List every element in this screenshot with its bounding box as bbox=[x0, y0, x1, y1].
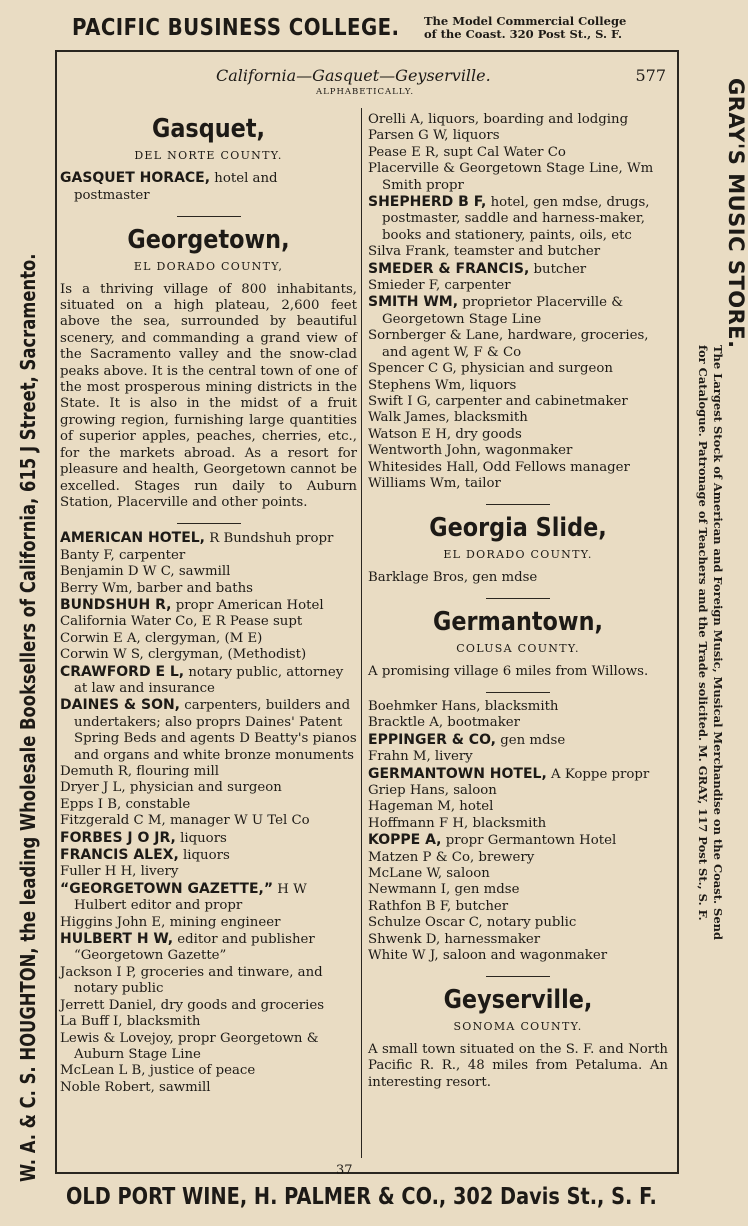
left-margin-ad bbox=[8, 62, 48, 1182]
top-banner-line1: The Model Commercial College bbox=[424, 14, 627, 28]
town-description-geyserville: A small town situated on the S. F. and North Pacific R. R., 48 miles from Petaluma. An interesting resort. bbox=[368, 1041, 668, 1090]
directory-entry bbox=[368, 832, 668, 849]
entry-name: AMERICAN HOTEL, bbox=[60, 530, 205, 547]
directory-entry bbox=[60, 614, 357, 630]
town-heading-georgetown: Georgetown, bbox=[127, 225, 290, 256]
entry-text: Pease E R, supt Cal Water Co bbox=[368, 144, 566, 160]
entry-text: Fuller H H, livery bbox=[60, 864, 179, 880]
left-margin-ad-text: W. A. & C. S. HOUGHTON, the leading Wholesale Booksellers of California, 615 J Street, Sacramento. bbox=[16, 253, 40, 1182]
directory-entry bbox=[368, 915, 668, 931]
entries-georgia-slide bbox=[368, 570, 668, 586]
directory-entry bbox=[368, 128, 668, 144]
directory-entry bbox=[368, 161, 668, 194]
entry-text: Barklage Bros, gen mdse bbox=[368, 569, 538, 585]
entry-text: Corwin W S, clergyman, (Methodist) bbox=[60, 647, 307, 663]
entries-germantown bbox=[368, 699, 668, 965]
entry-name: DAINES & SON, bbox=[60, 697, 181, 714]
entry-text: Rathfon B F, butcher bbox=[368, 898, 509, 914]
entry-text: Stephens Wm, liquors bbox=[368, 377, 517, 393]
entry-text: propr Germantown Hotel bbox=[441, 833, 617, 849]
entry-text: Fitzgerald C M, manager W U Tel Co bbox=[60, 813, 310, 829]
directory-entry bbox=[368, 394, 668, 410]
entry-text: R Bundshuh propr bbox=[205, 531, 334, 547]
right-margin-ad-line1: The Largest Stock of American and Foreign Music, Musical Merchandise on the Coast. Send bbox=[711, 345, 725, 941]
county-label-geyserville: SONOMA COUNTY. bbox=[453, 1020, 583, 1034]
entry-text: gen mdse bbox=[496, 732, 566, 748]
entry-text: Wentworth John, wagonmaker bbox=[368, 443, 573, 459]
entry-text: Smieder F, carpenter bbox=[368, 278, 511, 294]
entry-text: hotel, gen mdse, drugs, postmaster, saddle and harness-maker, books and stationery, paints, oils, etc bbox=[382, 195, 650, 243]
directory-entry bbox=[368, 783, 668, 799]
directory-entry bbox=[60, 965, 357, 998]
directory-entry bbox=[368, 882, 668, 898]
directory-entry bbox=[368, 244, 668, 260]
directory-entry bbox=[60, 797, 357, 813]
directory-entry bbox=[60, 1031, 357, 1064]
directory-entry bbox=[60, 813, 357, 829]
directory-entry bbox=[60, 631, 357, 647]
directory-entry bbox=[368, 112, 668, 128]
entry-text: La Buff I, blacksmith bbox=[60, 1014, 201, 1030]
entry-text: Spencer C G, physician and surgeon bbox=[368, 361, 613, 377]
entry-text: proprietor Placerville & Georgetown Stage Line bbox=[382, 295, 624, 327]
entry-text: Williams Wm, tailor bbox=[368, 475, 501, 491]
entry-text: Hoffmann F H, blacksmith bbox=[368, 815, 547, 831]
directory-entry bbox=[60, 1080, 357, 1096]
directory-entry bbox=[60, 1014, 357, 1030]
entry-text: Berry Wm, barber and baths bbox=[60, 580, 253, 596]
entry-text: Watson E H, dry goods bbox=[368, 426, 522, 442]
directory-entry bbox=[60, 780, 357, 796]
entry-text: Matzen P & Co, brewery bbox=[368, 849, 535, 865]
directory-entry bbox=[368, 715, 668, 731]
entry-text: Parsen G W, liquors bbox=[368, 128, 500, 144]
directory-entry bbox=[368, 899, 668, 915]
entry-text: Jackson I P, groceries and tinware, and notary public bbox=[60, 964, 323, 997]
entry-name: FRANCIS ALEX, bbox=[60, 847, 179, 864]
directory-entry bbox=[60, 564, 357, 580]
directory-entry bbox=[368, 443, 668, 459]
entries-georgetown bbox=[60, 530, 357, 1096]
entry-text: Hageman M, hotel bbox=[368, 799, 494, 815]
entry-text: Jerrett Daniel, dry goods and groceries bbox=[60, 997, 325, 1013]
entry-text: Walk James, blacksmith bbox=[368, 410, 528, 426]
directory-entry bbox=[368, 948, 668, 964]
running-head bbox=[216, 66, 666, 86]
directory-entry bbox=[60, 847, 357, 864]
entry-text: butcher bbox=[529, 261, 587, 277]
directory-entry bbox=[60, 530, 357, 547]
directory-entry bbox=[60, 764, 357, 780]
entry-text: White W J, saloon and wagonmaker bbox=[368, 948, 608, 964]
entry-text: Higgins John E, mining engineer bbox=[60, 914, 281, 930]
entry-text: Schulze Oscar C, notary public bbox=[368, 915, 577, 931]
directory-entry bbox=[60, 170, 357, 204]
entry-text: notary public, attorney at law and insurance bbox=[74, 664, 344, 696]
entry-text: Silva Frank, teamster and butcher bbox=[368, 244, 601, 260]
directory-entry bbox=[60, 548, 357, 564]
directory-entry bbox=[368, 570, 668, 586]
directory-entry bbox=[60, 931, 357, 965]
entry-text: hotel and postmaster bbox=[74, 171, 278, 203]
directory-entry bbox=[60, 915, 357, 931]
entry-text: Dryer J L, physician and surgeon bbox=[60, 780, 282, 796]
directory-entry bbox=[368, 766, 668, 783]
entries-georgetown-continued bbox=[368, 112, 668, 492]
directory-entry bbox=[368, 866, 668, 882]
town-description-germantown: A promising village 6 miles from Willows. bbox=[368, 663, 649, 679]
right-column bbox=[368, 112, 668, 1099]
entry-text: McLane W, saloon bbox=[368, 866, 490, 882]
entry-text: Shwenk D, harnessmaker bbox=[368, 931, 541, 947]
town-heading-germantown: Germantown, bbox=[433, 607, 603, 638]
entry-name: FORBES J O JR, bbox=[60, 829, 176, 846]
directory-entry bbox=[368, 799, 668, 815]
entry-name: BUNDSHUH R, bbox=[60, 596, 172, 613]
entry-name: “GEORGETOWN GAZETTE,” bbox=[60, 880, 274, 897]
entry-text: Boehmker Hans, blacksmith bbox=[368, 698, 559, 714]
directory-entry bbox=[60, 1063, 357, 1079]
directory-entry bbox=[368, 361, 668, 377]
directory-entry bbox=[368, 460, 668, 476]
entry-text: California Water Co, E R Pease supt bbox=[60, 614, 303, 630]
left-column bbox=[60, 112, 357, 1096]
directory-entry bbox=[368, 732, 668, 749]
entry-text: Noble Robert, sawmill bbox=[60, 1079, 211, 1095]
directory-entry bbox=[60, 647, 357, 663]
entry-name: GASQUET HORACE, bbox=[60, 170, 211, 187]
column-divider bbox=[361, 108, 362, 1158]
directory-entry bbox=[60, 597, 357, 614]
entry-text: Epps I B, constable bbox=[60, 796, 191, 812]
entry-text: Frahn M, livery bbox=[368, 749, 473, 765]
town-heading-geyserville: Geyserville, bbox=[443, 985, 593, 1016]
entry-name: EPPINGER & CO, bbox=[368, 731, 496, 748]
entry-text: Sornberger & Lane, hardware, groceries, and agent W, F & Co bbox=[368, 328, 649, 360]
section-rule bbox=[486, 976, 550, 977]
right-margin-ad-line2: for Catalogue. Patronage of Teachers and the Trade solicited. M. GRAY, 117 Post St., S. F. bbox=[696, 345, 710, 921]
county-label-georgia-slide: EL DORADO COUNTY. bbox=[443, 548, 593, 562]
bottom-banner: OLD PORT WINE, H. PALMER & CO., 302 Davis St., S. F. bbox=[66, 1184, 657, 1210]
entry-text: McLean L B, justice of peace bbox=[60, 1063, 256, 1079]
alphabetically-label: ALPHABETICALLY. bbox=[316, 87, 415, 97]
directory-entry bbox=[60, 697, 357, 764]
directory-entry bbox=[368, 378, 668, 394]
entry-text: Bracktle A, bootmaker bbox=[368, 715, 520, 731]
entry-text: Banty F, carpenter bbox=[60, 547, 186, 563]
directory-entry bbox=[368, 427, 668, 443]
directory-entry bbox=[60, 998, 357, 1014]
directory-entry bbox=[368, 476, 668, 492]
entry-text: Corwin E A, clergyman, (M E) bbox=[60, 630, 263, 646]
county-label-georgetown: EL DORADO COUNTY, bbox=[133, 260, 284, 274]
county-label-germantown: COLUSA COUNTY. bbox=[456, 642, 580, 656]
town-heading-gasquet: Gasquet, bbox=[151, 114, 266, 144]
top-banner-title: PACIFIC BUSINESS COLLEGE. bbox=[72, 15, 400, 41]
section-rule bbox=[486, 504, 550, 505]
top-banner bbox=[72, 10, 672, 46]
entry-text: Placerville & Georgetown Stage Line, Wm Smith propr bbox=[368, 161, 654, 193]
directory-entry bbox=[60, 864, 357, 880]
entry-text: Orelli A, liquors, boarding and lodging bbox=[368, 112, 629, 127]
entry-name: SMITH WM, bbox=[368, 294, 459, 311]
entry-name: SHEPHERD B F, bbox=[368, 194, 487, 211]
section-rule bbox=[177, 216, 241, 217]
right-margin-ad-title: GRAY'S MUSIC STORE. bbox=[724, 78, 748, 349]
directory-entry bbox=[368, 278, 668, 294]
entry-text: propr American Hotel bbox=[171, 597, 324, 613]
directory-entry bbox=[368, 410, 668, 426]
directory-entry bbox=[368, 294, 668, 328]
top-banner-subtitle bbox=[424, 15, 626, 41]
directory-entry bbox=[60, 881, 357, 915]
right-margin-ad bbox=[681, 345, 725, 1175]
entry-name: SMEDER & FRANCIS, bbox=[368, 260, 530, 277]
entry-text: editor and publisher “Georgetown Gazette” bbox=[74, 932, 315, 964]
town-description-georgetown: Is a thriving village of 800 inhabitants, situated on a high plateau, 2,600 feet above the sea, surrounded by beautiful scenery, and commanding a grand view of the Sacramento valley and the snow-clad peaks above. It is the central town of one of the most prosperous mining districts in the State. It is also in the midst of a fruit growing region, furnishing large quantities of superior apples, peaches, cherries, etc., for the markets abroad. As a resort for pleasure and health, Georgetown cannot be excelled. Stages run daily to Auburn Station, Placerville and other points. bbox=[60, 281, 357, 510]
entry-name: CRAWFORD E L, bbox=[60, 663, 185, 680]
entry-text: A Koppe propr bbox=[546, 766, 650, 782]
running-head-title: California—Gasquet—Geyserville. bbox=[216, 66, 491, 85]
page-number: 577 bbox=[635, 66, 666, 85]
directory-entry bbox=[368, 261, 668, 278]
entry-text: Newmann I, gen mdse bbox=[368, 882, 520, 898]
section-rule bbox=[486, 692, 550, 693]
entry-name: KOPPE A, bbox=[368, 832, 442, 849]
directory-entry bbox=[60, 581, 357, 597]
entry-text: Benjamin D W C, sawmill bbox=[60, 564, 231, 580]
section-rule bbox=[177, 523, 241, 524]
section-rule bbox=[486, 598, 550, 599]
entries-gasquet bbox=[60, 170, 357, 204]
entry-text: Whitesides Hall, Odd Fellows manager bbox=[368, 459, 630, 475]
directory-entry bbox=[368, 816, 668, 832]
signature-number: 37 bbox=[336, 1163, 353, 1178]
directory-entry bbox=[60, 664, 357, 698]
entry-text: Lewis & Lovejoy, propr Georgetown & Auburn Stage Line bbox=[60, 1030, 319, 1062]
entry-text: liquors bbox=[178, 848, 230, 864]
entry-text: carpenters, builders and undertakers; also proprs Daines' Patent Spring Beds and agents D Beatty's pianos and organs and white bronze monuments bbox=[74, 698, 357, 763]
top-banner-line2: of the Coast. 320 Post St., S. F. bbox=[424, 27, 623, 41]
entry-text: liquors bbox=[175, 830, 227, 846]
entry-text: H W Hulbert editor and propr bbox=[74, 881, 307, 914]
directory-entry bbox=[368, 932, 668, 948]
town-heading-georgia-slide: Georgia Slide, bbox=[429, 513, 607, 544]
directory-entry bbox=[368, 699, 668, 715]
entry-name: HULBERT H W, bbox=[60, 931, 174, 948]
entry-name: GERMANTOWN HOTEL, bbox=[368, 765, 547, 782]
county-label-gasquet: DEL NORTE COUNTY. bbox=[134, 149, 283, 162]
directory-entry bbox=[368, 145, 668, 161]
entry-text: Griep Hans, saloon bbox=[368, 783, 497, 798]
directory-entry bbox=[368, 194, 668, 244]
directory-entry bbox=[368, 749, 668, 765]
directory-entry bbox=[60, 830, 357, 847]
entry-text: Swift I G, carpenter and cabinetmaker bbox=[368, 393, 628, 409]
directory-entry bbox=[368, 850, 668, 866]
directory-entry bbox=[368, 328, 668, 361]
entry-text: Demuth R, flouring mill bbox=[60, 764, 220, 779]
